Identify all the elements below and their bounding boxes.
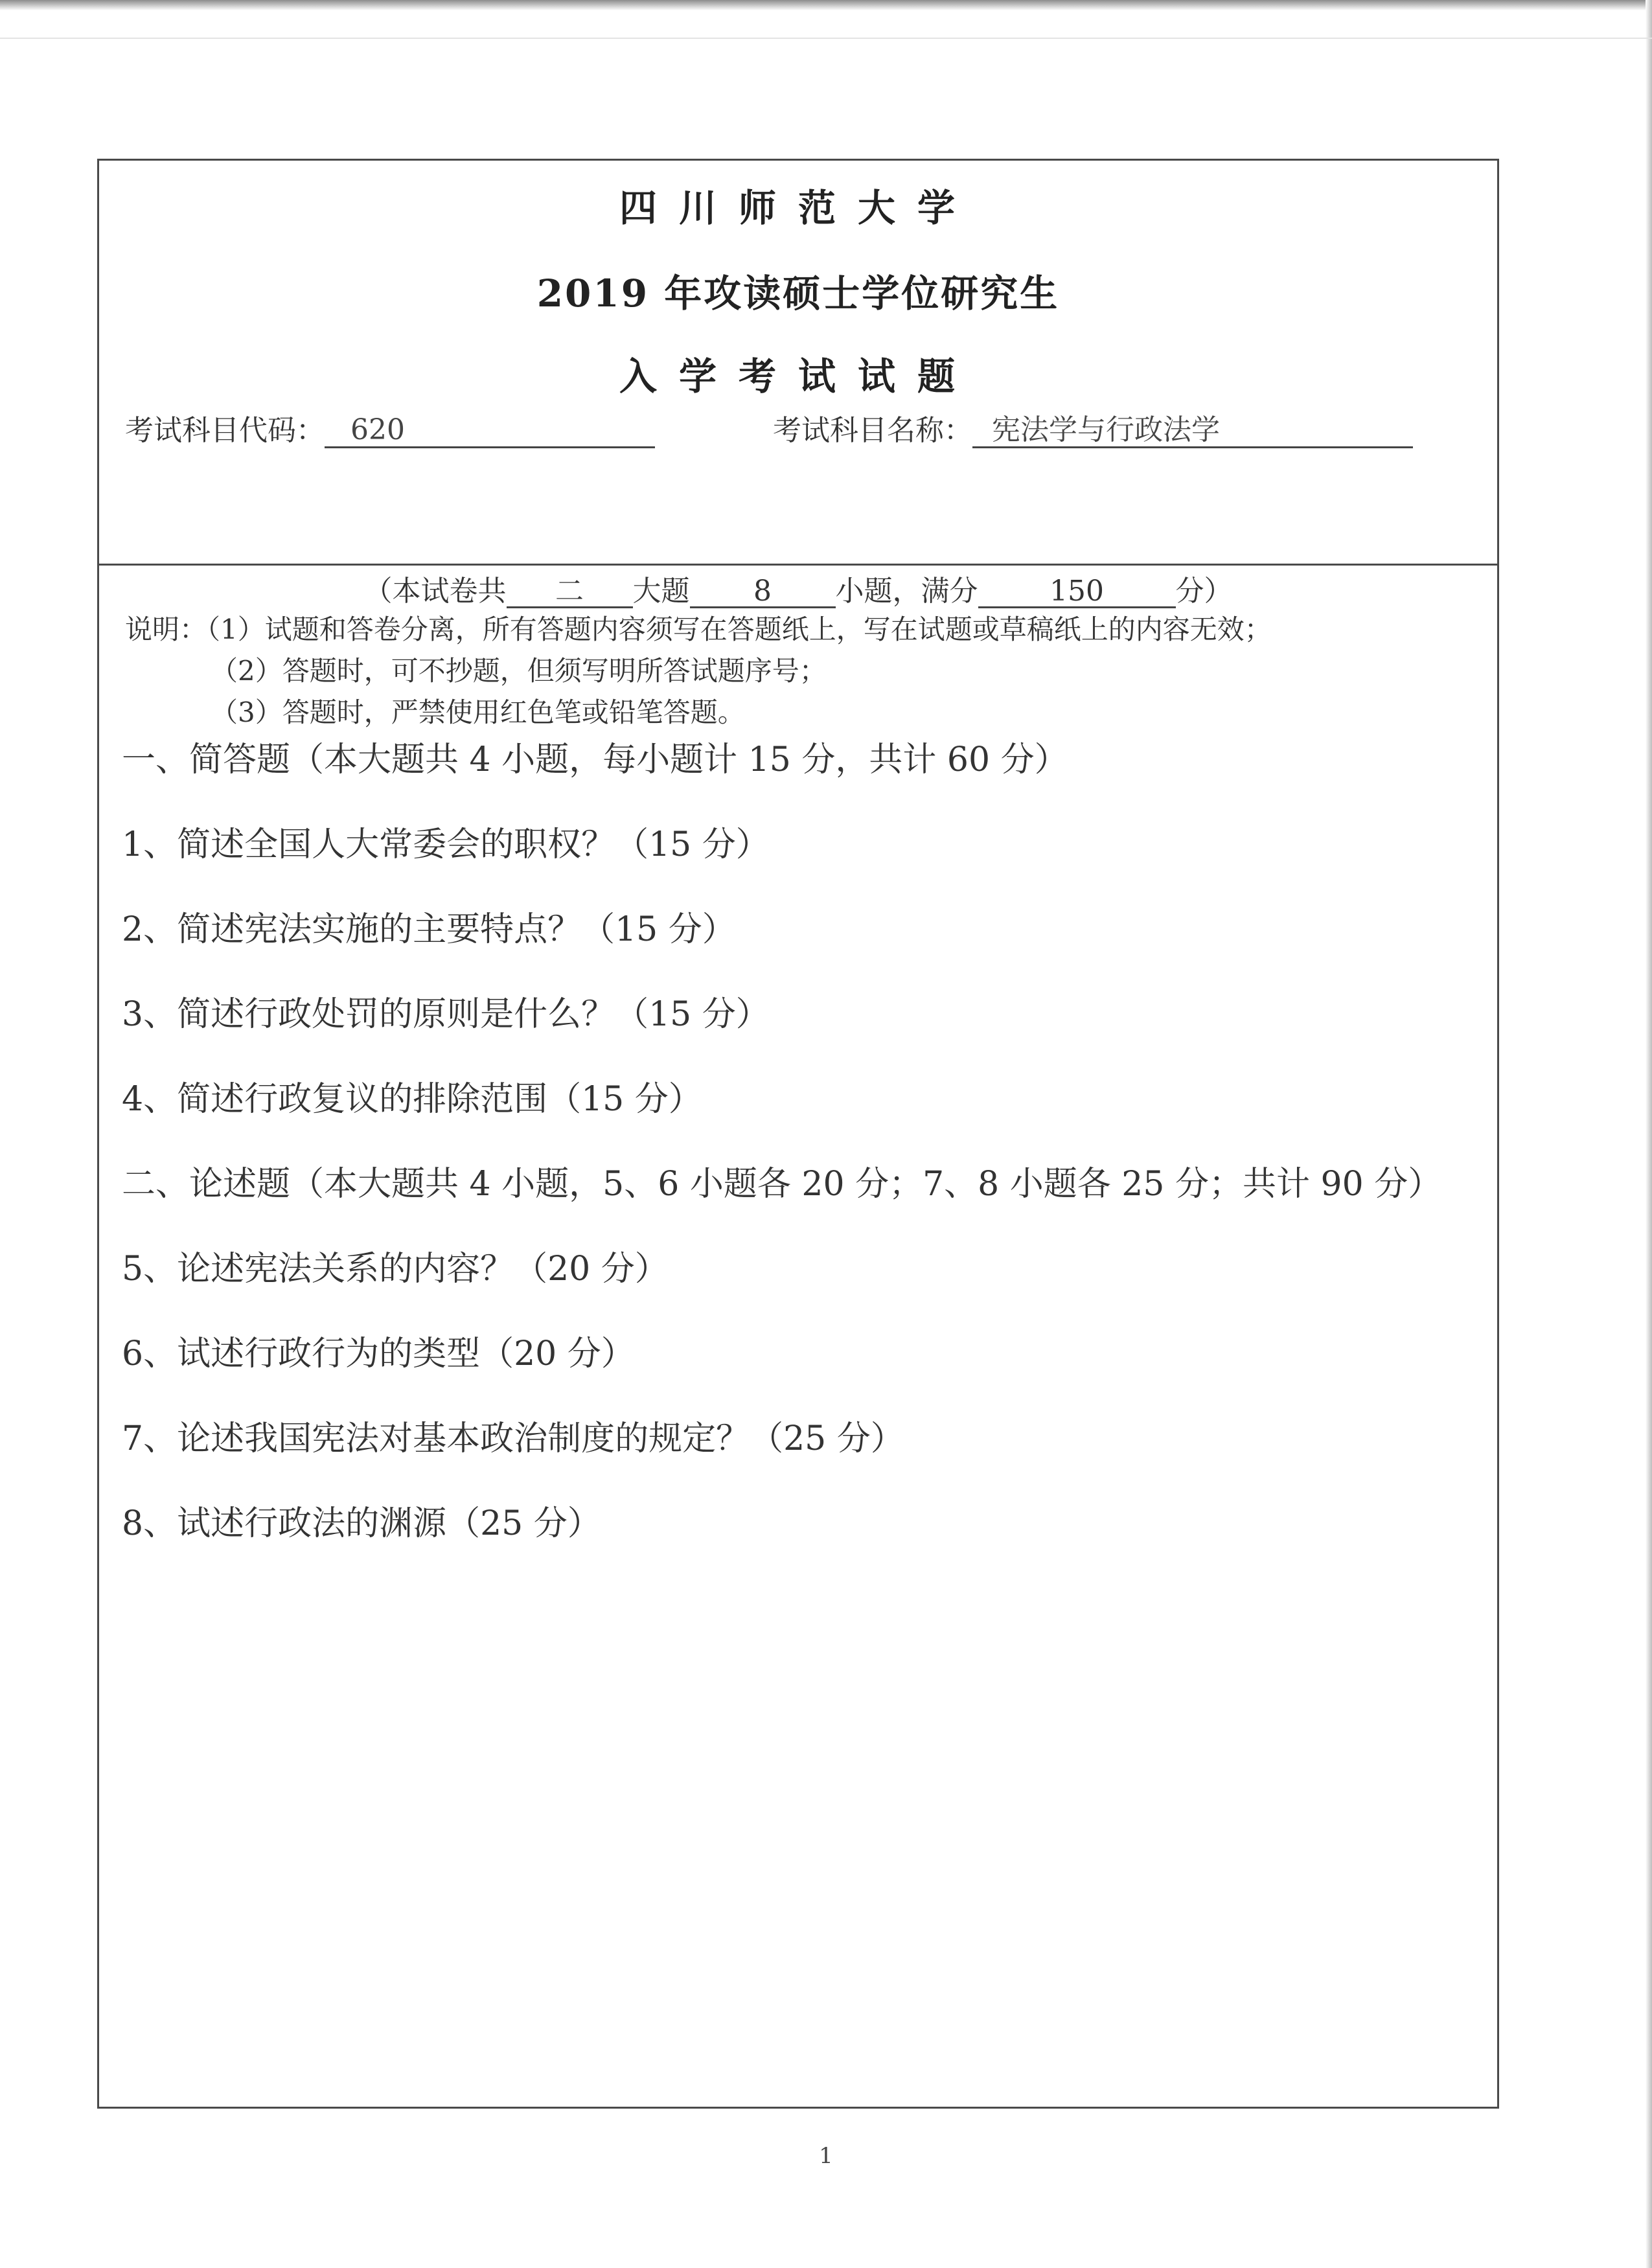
question-item: 8、试述行政法的渊源（25 分） (122, 1504, 601, 1543)
subject-name-value: 宪法学与行政法学 (972, 414, 1413, 448)
university-name: 四川师范大学 (619, 186, 977, 230)
summary-prefix: （本试卷共 (363, 575, 507, 608)
question-item: 5、论述宪法关系的内容？（20 分） (122, 1250, 669, 1289)
scan-right-edge (1646, 0, 1652, 2268)
summary-small-count: 8 (690, 577, 836, 608)
question-list (122, 740, 1441, 1589)
scan-top-edge (0, 0, 1652, 10)
question-item: 1、简述全国人大常委会的职权？（15 分） (122, 825, 770, 864)
paper-summary (99, 567, 1497, 609)
section-heading-essay: 二、论述题（本大题共 4 小题，5、6 小题各 20 分；7、8 小题各 25 分；共计 90 分） (122, 1165, 1442, 1204)
summary-total: 150 (978, 577, 1176, 608)
instruction-line: 说明：（1）试题和答卷分离，所有答题内容须写在答题纸上，写在试题或草稿纸上的内容无效； (125, 613, 1272, 645)
subject-row (125, 407, 1220, 448)
subject-code-value: 620 (325, 414, 655, 448)
year-title: 2019 年攻读硕士学位研究生 (536, 271, 1060, 315)
question-item: 7、论述我国宪法对基本政治制度的规定？（25 分） (122, 1419, 904, 1458)
exam-frame (97, 159, 1499, 2109)
section-heading-short-answer: 一、简答题（本大题共 4 小题，每小题计 15 分，共计 60 分） (122, 740, 1068, 779)
summary-suffix: 分） (1175, 575, 1233, 608)
question-item: 3、简述行政处罚的原则是什么？（15 分） (122, 995, 770, 1034)
instruction-line: （2）答题时，可不抄题，但须写明所答试题序号； (211, 655, 827, 687)
instruction-line: （3）答题时，严禁使用红色笔或铅笔答题。 (211, 696, 745, 728)
subject-name-label: 考试科目名称： (773, 414, 972, 447)
page-number: 1 (819, 2143, 833, 2169)
question-item: 6、试述行政行为的类型（20 分） (122, 1334, 635, 1373)
subject-code-label: 考试科目代码： (125, 414, 325, 447)
header-divider (99, 564, 1497, 566)
instructions (125, 609, 1272, 733)
scan-artifact-line (0, 38, 1652, 39)
question-item: 2、简述宪法实施的主要特点？（15 分） (122, 910, 736, 949)
summary-big-count: 二 (507, 577, 633, 608)
question-item: 4、简述行政复议的排除范围（15 分） (122, 1080, 702, 1119)
subject-name-group (773, 407, 1413, 448)
summary-big-unit: 大题 (632, 575, 690, 608)
exam-title: 入学考试试题 (619, 354, 977, 398)
summary-small-unit: 小题，满分 (835, 575, 978, 608)
